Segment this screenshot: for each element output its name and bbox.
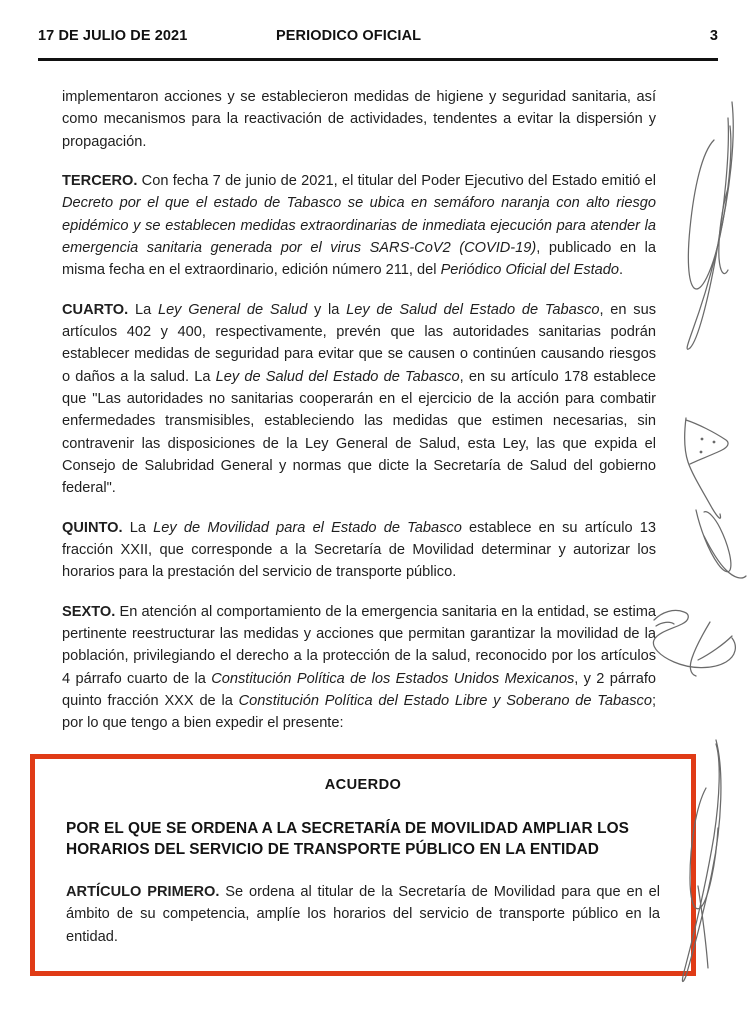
paragraph-cuarto [62, 299, 656, 500]
paragraph-lead-cuarto: CUARTO. [62, 301, 129, 318]
paragraph-continuation [62, 86, 656, 153]
acuerdo-article-lead: ARTÍCULO PRIMERO. [66, 883, 220, 900]
acuerdo-highlight-box [30, 754, 696, 976]
text-run: y la [307, 301, 347, 318]
signature-loop-top-icon [678, 96, 748, 356]
text-run: establece en su artículo 13 fracción XXII, que corresponde a la Secretaría de Movilidad determinar y autorizar los horarios para la prestación del servicio de transporte público. [62, 519, 656, 581]
text-run: Constitución Política del Estado Libre y Soberano de Tabasco [238, 692, 652, 709]
text-run: Decreto por el que el estado de Tabasco se ubica en semáforo naranja con alto riesgo epidémico y se establecen medidas extraordinarias de inmediata ejecución para atender la emergencia sanitaria generada por el virus SARS-CoV2 (COVID-19) [62, 195, 656, 256]
paragraph-lead-quinto: QUINTO. [62, 519, 123, 536]
text-run: Ley de Salud del Estado de Tabasco [346, 301, 600, 318]
signature-stroke-icon [690, 506, 748, 586]
paragraph-lead-tercero: TERCERO. [62, 172, 138, 189]
text-run: Con fecha 7 de junio de 2021, el titular del Poder Ejecutivo del Estado emitió el [137, 172, 656, 189]
text-run: Ley de Movilidad para el Estado de Tabasco [153, 519, 462, 536]
signature-flourish-icon [650, 592, 745, 682]
running-head-publication: PERIODICO OFICIAL [276, 28, 422, 44]
text-run: , en su artículo 178 establece que "Las autoridades no sanitarias cooperarán en el ejercicio de la acción para combatir enfermedades transmisibles, estableciendo las medidas que estimen necesarias, sin contravenir las disposiciones de la Ley General de Salud, esta Ley, las que expida el Consejo de Salubridad General y normas que dicte la Secretaría de Salud del gobierno federal". [62, 368, 656, 497]
text-run: La [128, 301, 158, 318]
running-head-date: 17 DE JULIO DE 2021 [38, 28, 188, 44]
paragraph-tercero [62, 170, 656, 282]
acuerdo-subtitle: POR EL QUE SE ORDENA A LA SECRETARÍA DE MOVILIDAD AMPLIAR LOS HORARIOS DEL SERVICIO DE TRANSPORTE PÚBLICO EN LA ENTIDAD [66, 820, 630, 858]
signature-arrow-icon [676, 414, 736, 524]
running-head [38, 28, 718, 52]
text-run: En atención al comportamiento de la emergencia sanitaria en la entidad, se estima pertinente reestructurar las medidas y acciones que permitan garantizar la movilidad de la población, privilegiando el derecho a la protección de la salud, reconocido por los artículos 4 párrafo cuarto de la [62, 603, 656, 687]
text-run: Periódico Oficial del Estado [440, 262, 620, 279]
paragraph-sexto [62, 601, 656, 735]
text-run: , en sus artículos 402 y 400, respectivamente, prevén que las autoridades sanitarias podrán establecer medidas de seguridad para evitar que se causen o continúen causando riesgos o daños a la salud. La [62, 301, 656, 385]
text-run: Ley de Salud del Estado de Tabasco [215, 368, 460, 385]
text-run: Constitución Política de los Estados Unidos Mexicanos [211, 670, 575, 687]
acuerdo-article-text: Se ordena al titular de la Secretaría de Movilidad para que en el ámbito de su competencia, amplíe los horarios del servicio de transporte público en la entidad. [66, 883, 660, 945]
text-run: . [619, 262, 624, 279]
acuerdo-article [66, 881, 660, 948]
text-run: , y 2 párrafo quinto fracción XXX de la [62, 670, 657, 709]
acuerdo-heading: ACUERDO [324, 777, 402, 793]
body-text-column [62, 86, 656, 735]
text-run: La [122, 519, 154, 536]
header-rule [38, 58, 718, 61]
page-number: 3 [709, 28, 718, 44]
text-run: ; por lo que tengo a bien expedir el presente: [62, 692, 656, 732]
text-run: implementaron acciones y se establecieron medidas de higiene y seguridad sanitaria, así como mecanismos para la reactivación de actividades, tendentes a evitar la dispersión y propagación. [62, 89, 656, 150]
acuerdo-content [66, 777, 660, 948]
text-run: , publicado en la misma fecha en el extraordinario, edición número 211, del [62, 239, 657, 279]
paragraph-quinto [62, 517, 656, 584]
paragraph-lead-sexto: SEXTO. [62, 603, 116, 620]
text-run: Ley General de Salud [157, 301, 308, 318]
